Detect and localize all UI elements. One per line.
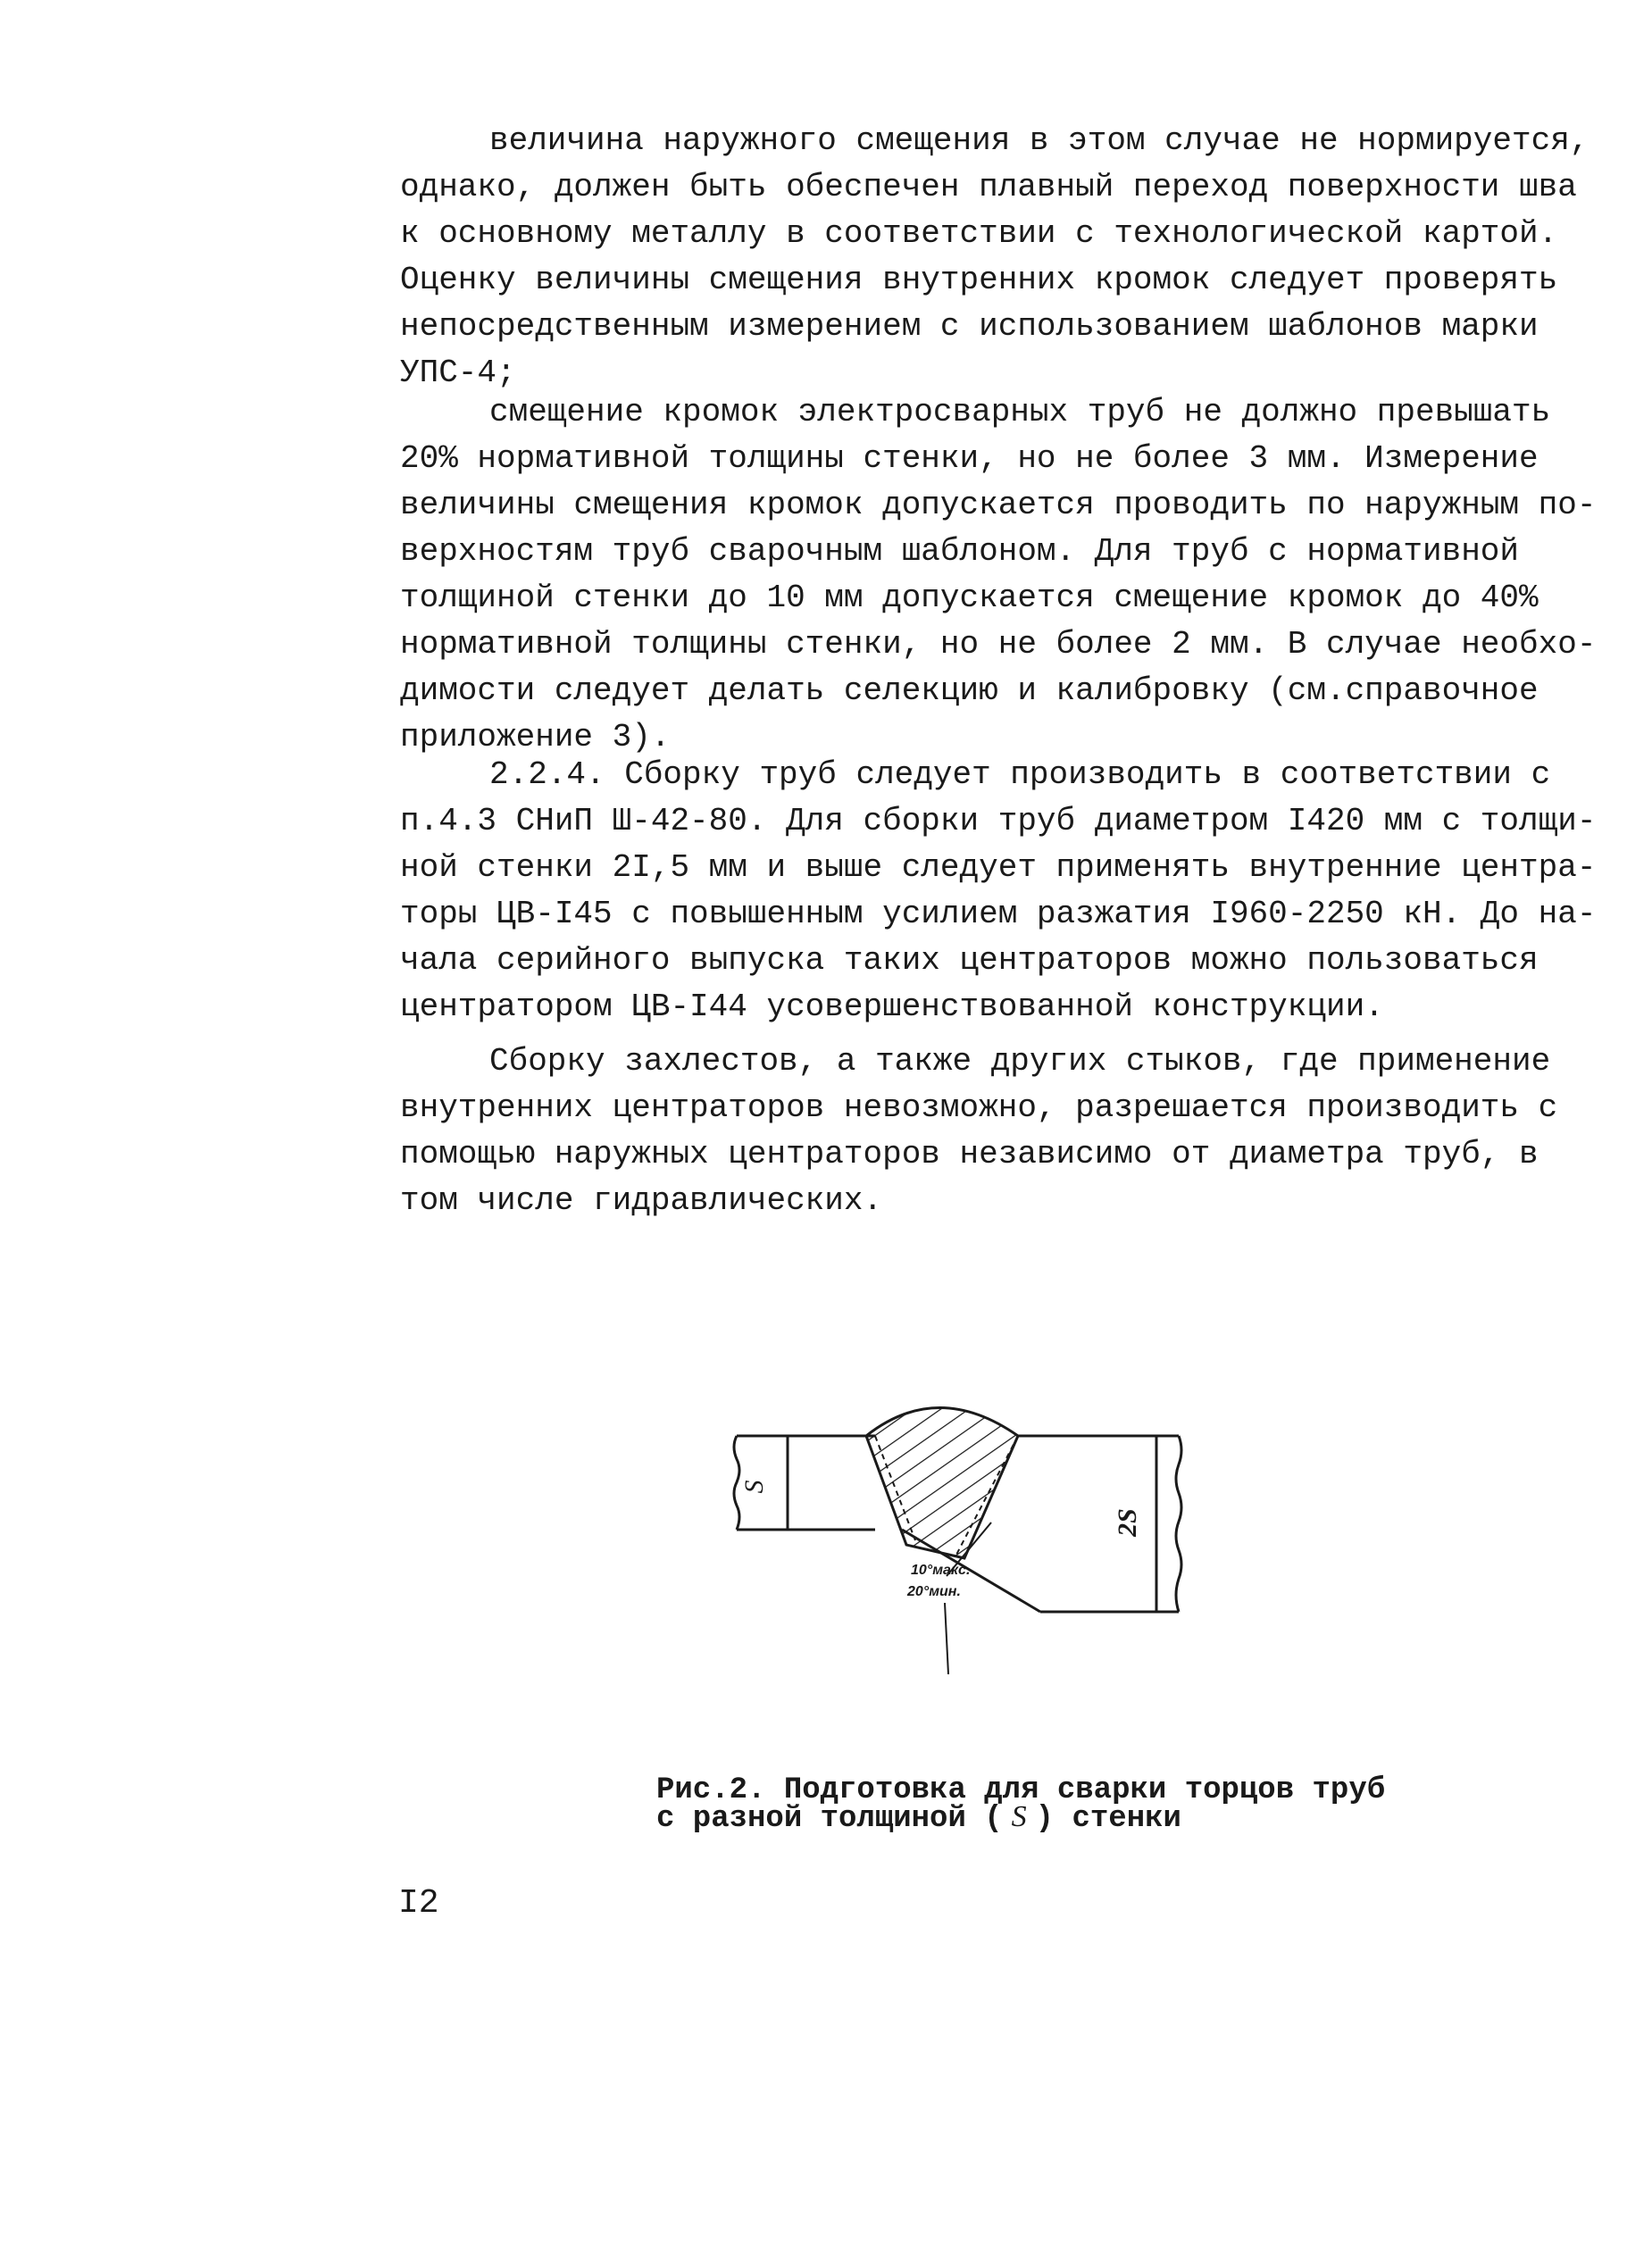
- caption-line-2: [656, 1800, 1460, 1836]
- caption-text: ) стенки: [1035, 1802, 1181, 1836]
- text-line: димости следует делать селекцию и калибровку (см.справочное: [400, 672, 1539, 709]
- figure-caption: [656, 1773, 1460, 1836]
- weld-bead: [866, 1408, 1018, 1559]
- paragraph-outer-offset: [400, 118, 1589, 396]
- text-line: чала серийного выпуска таких центраторов можно пользоваться: [400, 942, 1539, 979]
- text-line: Оценку величины смещения внутренних кромок следует проверять: [400, 262, 1558, 298]
- text-line: Сборку захлестов, а также других стыков, где применение: [489, 1043, 1551, 1080]
- text-line: нормативной толщины стенки, но не более 2 мм. В случае необхо-: [400, 626, 1597, 663]
- text-line: помощью наружных центраторов независимо от диаметра труб, в: [400, 1136, 1539, 1172]
- text-line: п.4.3 СНиП Ш-42-80. Для сборки труб диаметром I420 мм с толщи-: [400, 803, 1597, 839]
- paragraph-edge-offset: [400, 389, 1597, 761]
- text-line: толщиной стенки до 10 мм допускается смещение кромок до 40%: [400, 580, 1539, 616]
- text-line: верхностям труб сварочным шаблоном. Для труб с нормативной: [400, 533, 1520, 570]
- text-line: ной стенки 2I,5 мм и выше следует применять внутренние центра-: [400, 849, 1597, 886]
- text-line: центратором ЦВ-I44 усовершенствованной конструкции.: [400, 989, 1384, 1025]
- page-number: I2: [398, 1884, 439, 1923]
- caption-symbol-s: S: [1011, 1800, 1027, 1833]
- text-line: 20% нормативной толщины стенки, но не более 3 мм. Измерение: [400, 440, 1539, 477]
- text-line: приложение 3).: [400, 719, 671, 755]
- text-line: величины смещения кромок допускается проводить по наружным по-: [400, 487, 1597, 523]
- weld-joint-diagram: [732, 1397, 1214, 1683]
- text-line: непосредственным измерением с использованием шаблонов марки: [400, 308, 1539, 345]
- text-line: УПС-4;: [400, 355, 516, 391]
- paragraph-section-2-2-4: [400, 752, 1597, 1030]
- caption-line-1: Рис.2. Подготовка для сварки торцов труб: [656, 1773, 1386, 1807]
- dimension-label-2s: 2S: [1113, 1508, 1142, 1537]
- angle-min-label: 20°мин.: [907, 1584, 961, 1599]
- text-line: к основному металлу в соответствии с технологической картой.: [400, 215, 1558, 252]
- text-line: 2.2.4. Сборку труб следует производить в соответствии с: [489, 756, 1551, 793]
- text-line: величина наружного смещения в этом случае не нормируется,: [489, 122, 1589, 159]
- caption-text: с разной толщиной (: [656, 1802, 1003, 1836]
- paragraph-overlap-assembly: [400, 1039, 1558, 1224]
- angle-max-label: 10°макс.: [911, 1563, 971, 1578]
- text-line: том числе гидравлических.: [400, 1182, 883, 1219]
- text-line: смещение кромок электросварных труб не должно превышать: [489, 394, 1551, 430]
- dimension-label-s: S: [739, 1480, 769, 1494]
- text-line: внутренних центраторов невозможно, разрешается производить с: [400, 1089, 1558, 1126]
- text-line: торы ЦВ-I45 с повышенным усилием разжатия I960-2250 кН. До на-: [400, 896, 1597, 932]
- text-line: однако, должен быть обеспечен плавный переход поверхности шва: [400, 169, 1577, 205]
